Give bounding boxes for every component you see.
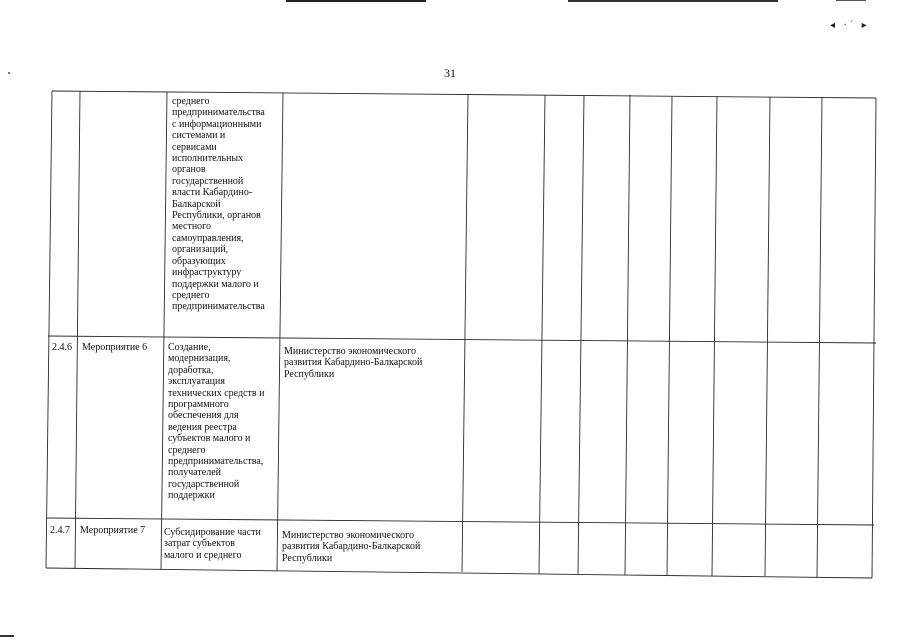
page-number: 31: [444, 66, 456, 80]
event-description: Создание, модернизация, доработка, эксплуатация технических средств и программного обеспечения для ведения реестра субъектов малого и среднего предпринимательства, получателей государственной поддержки: [168, 342, 265, 502]
event-name: Мероприятие 7: [80, 525, 146, 536]
event-name: Мероприятие 6: [82, 342, 148, 353]
scan-corner-marks: ◂ ·ˊ ▸: [830, 20, 870, 31]
event-description: Субсидирование части затрат субъектов малого и среднего: [164, 527, 261, 561]
carryover-description: среднего предпринимательства с информационными системами и сервисами исполнительных органов государственной власти Кабардино- Балкарской Республики, органов местного самоуправления, организаций, образующих инфраструктуру поддержки малого и среднего предпринимательства: [172, 96, 265, 313]
row-number: 2.4.7: [50, 525, 70, 536]
row-number: 2.4.6: [52, 342, 72, 353]
responsible-executor: Министерство экономического развития Кабардино-Балкарской Республики: [282, 530, 421, 564]
responsible-executor: Министерство экономического развития Кабардино-Балкарской Республики: [284, 346, 423, 380]
